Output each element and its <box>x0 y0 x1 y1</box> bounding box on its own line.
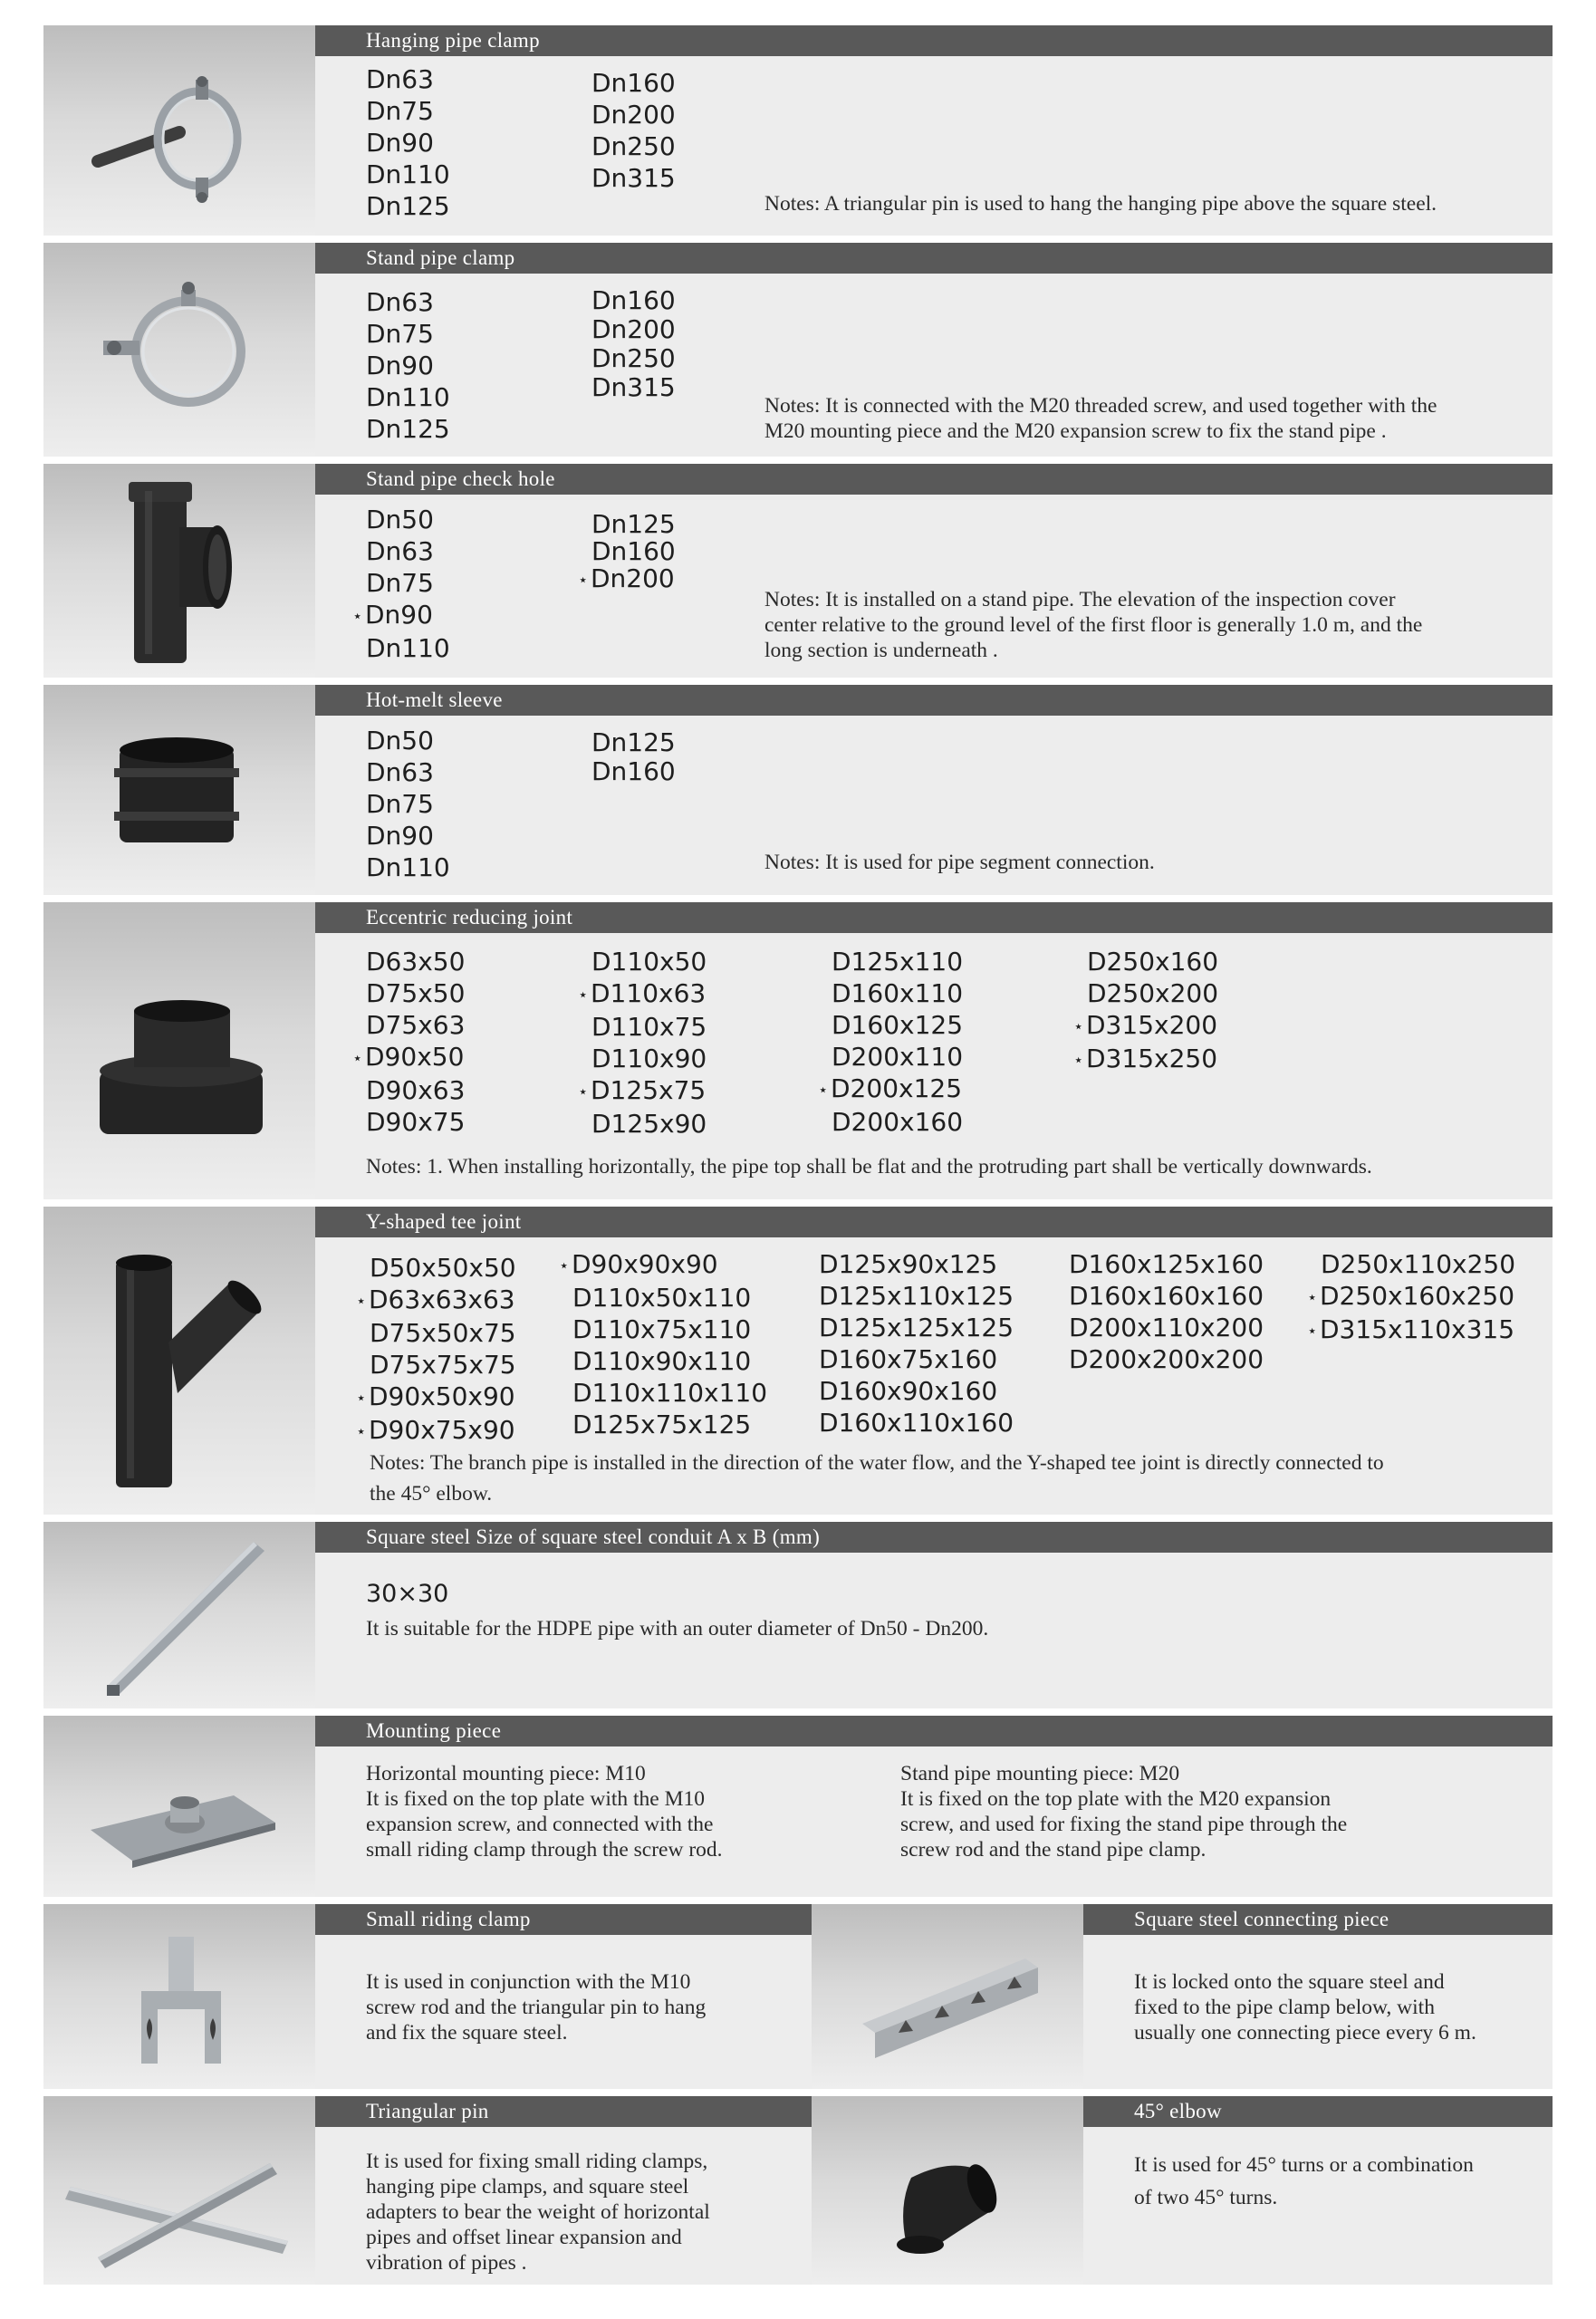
star-marker: ⋆ <box>352 607 363 626</box>
section-y-shaped-tee-joint <box>43 1207 1553 1515</box>
size-column-2: Dn125 Dn160 ⋆Dn200 <box>578 509 676 593</box>
riding-clamp-image <box>43 1904 315 2089</box>
star-marker: ⋆ <box>1307 1322 1318 1341</box>
size-column-1: D50x50x50 ⋆D63x63x63 D75x50x75 D75x75x75 ⋆D90x50x90 ⋆D90x75x90 <box>370 1252 516 1448</box>
section-square-steel <box>43 1522 1553 1708</box>
sleeve-image <box>43 685 315 895</box>
section-title: Square steel Size of square steel conduit A x B (mm) <box>315 1522 1553 1553</box>
size-column-2: Dn125 Dn160 <box>591 727 676 786</box>
reducer-image <box>43 902 315 1199</box>
size-column-1: D63x50 D75x50 D75x63 ⋆D90x50 D90x63 D90x75 <box>352 947 466 1137</box>
triangular-pin-text: It is used for fixing small riding clamps, hanging pipe clamps, and square steel adapters to bear the weight of horizontal pipes and offset linear expansion and vibration of pipes . <box>366 2150 710 2275</box>
horizontal-mounting-text: Horizontal mounting piece: M10 It is fixed on the top plate with the M10 expansion screw, and connected with the small riding clamp through the screw rod. <box>366 1762 723 1862</box>
elbow-text: It is used for 45° turns or a combination of two 45° turns. <box>1134 2153 1474 2209</box>
size-column-1: Dn63 Dn75 Dn90 Dn110 Dn125 <box>366 64 450 221</box>
star-marker: ⋆ <box>356 1389 367 1408</box>
triangular-pin-image <box>43 2096 315 2285</box>
star-marker: ⋆ <box>818 1081 829 1100</box>
section-hot-melt-sleeve <box>43 685 1553 895</box>
section-title: Hot-melt sleeve <box>315 685 1553 716</box>
size-column-3: D125x90x125 D125x110x125 D125x125x125 D160x75x160 D160x90x160 D160x110x160 <box>819 1249 1014 1438</box>
star-marker: ⋆ <box>356 1422 367 1441</box>
square-steel-image <box>43 1522 315 1708</box>
star-marker: ⋆ <box>352 1049 363 1068</box>
star-marker: ⋆ <box>1073 1017 1084 1036</box>
size-column-5: D250x110x250 ⋆D250x160x250 ⋆D315x110x315 <box>1321 1248 1515 1347</box>
star-marker: ⋆ <box>578 571 589 590</box>
section-title: 45° elbow <box>1083 2096 1553 2127</box>
size-column-2: Dn160 Dn200 Dn250 Dn315 <box>591 285 676 402</box>
riding-clamp-text: It is used in conjunction with the M10 screw rod and the triangular pin to hang and fix the square steel. <box>366 1970 707 2045</box>
y-tee-image <box>43 1207 315 1515</box>
section-mounting-piece <box>43 1716 1553 1897</box>
stand-mounting-text: Stand pipe mounting piece: M20 It is fixed on the top plate with the M20 expansion screw, and used for fixing the stand pipe through the screw rod and the stand pipe clamp. <box>900 1762 1348 1862</box>
hanging-clamp-image <box>43 25 315 236</box>
elbow-image <box>812 2096 1083 2285</box>
section-title: Triangular pin <box>315 2096 812 2127</box>
section-title: Small riding clamp <box>315 1904 812 1935</box>
section-title: Hanging pipe clamp <box>315 25 1553 56</box>
section-hanging-pipe-clamp <box>43 25 1553 236</box>
star-marker: ⋆ <box>1073 1051 1084 1070</box>
check-hole-image <box>43 464 315 678</box>
section-riding-clamp-and-connector <box>43 1904 1553 2089</box>
size-column-2: D110x50 ⋆D110x63 D110x75 D110x90 ⋆D125x75 D125x90 <box>578 947 707 1139</box>
square-steel-size: 30×30 <box>366 1580 449 1608</box>
star-marker: ⋆ <box>1307 1288 1318 1307</box>
connecting-piece-image <box>812 1904 1083 2089</box>
size-column-4: D250x160 D250x200 ⋆D315x200 ⋆D315x250 <box>1087 946 1218 1076</box>
section-stand-pipe-check-hole <box>43 464 1553 678</box>
section-eccentric-reducing-joint <box>43 902 1553 1199</box>
section-stand-pipe-clamp <box>43 243 1553 457</box>
star-marker: ⋆ <box>578 1083 589 1102</box>
star-marker: ⋆ <box>559 1256 570 1275</box>
connecting-piece-text: It is locked onto the square steel and fixed to the pipe clamp below, with usually one connecting piece every 6 m. <box>1134 1970 1476 2045</box>
size-column-1: Dn50 Dn63 Dn75 Dn90 Dn110 <box>366 726 450 882</box>
size-column-1: Dn63 Dn75 Dn90 Dn110 Dn125 <box>366 287 450 444</box>
size-column-2: Dn160 Dn200 Dn250 Dn315 <box>591 68 676 193</box>
mounting-piece-image <box>43 1716 315 1897</box>
section-title: Stand pipe check hole <box>315 464 1553 495</box>
notes-text: Notes: A triangular pin is used to hang the hanging pipe above the square steel. <box>764 192 1437 216</box>
notes-text: Notes: 1. When installing horizontally, the pipe top shall be flat and the protruding part shall be vertically downwards. <box>366 1155 1372 1179</box>
square-steel-description: It is suitable for the HDPE pipe with an outer diameter of Dn50 - Dn200. <box>366 1617 989 1641</box>
star-marker: ⋆ <box>578 986 589 1005</box>
notes-text: Notes: The branch pipe is installed in the direction of the water flow, and the Y-shaped tee joint is directly connected to the 45° elbow. <box>370 1451 1384 1506</box>
size-column-1: Dn50 Dn63 Dn75 ⋆Dn90 Dn110 <box>352 505 450 663</box>
size-column-3: D125x110 D160x110 D160x125 D200x110 ⋆D200x125 D200x160 <box>818 947 964 1137</box>
section-title: Mounting piece <box>315 1716 1553 1746</box>
notes-text: Notes: It is installed on a stand pipe. The elevation of the inspection cover center relative to the ground level of the first floor is generally 1.0 m, and the long section is underneath . <box>764 588 1423 662</box>
section-title: Square steel connecting piece <box>1083 1904 1553 1935</box>
notes-text: Notes: It is used for pipe segment connection. <box>764 851 1155 874</box>
section-title: Stand pipe clamp <box>315 243 1553 274</box>
size-column-4: D160x125x160 D160x160x160 D200x110x200 D200x200x200 <box>1069 1249 1264 1374</box>
section-title: Y-shaped tee joint <box>315 1207 1553 1237</box>
section-title: Eccentric reducing joint <box>315 902 1553 933</box>
notes-text: Notes: It is connected with the M20 threaded screw, and used together with the M20 mounting piece and the M20 expansion screw to fix the stand pipe . <box>764 394 1437 443</box>
section-triangular-pin-and-elbow <box>43 2096 1553 2285</box>
stand-clamp-image <box>43 243 315 457</box>
size-column-2: ⋆D90x90x90 D110x50x110 D110x75x110 D110x90x110 D110x110x110 D125x75x125 <box>559 1249 768 1439</box>
star-marker: ⋆ <box>356 1292 367 1311</box>
